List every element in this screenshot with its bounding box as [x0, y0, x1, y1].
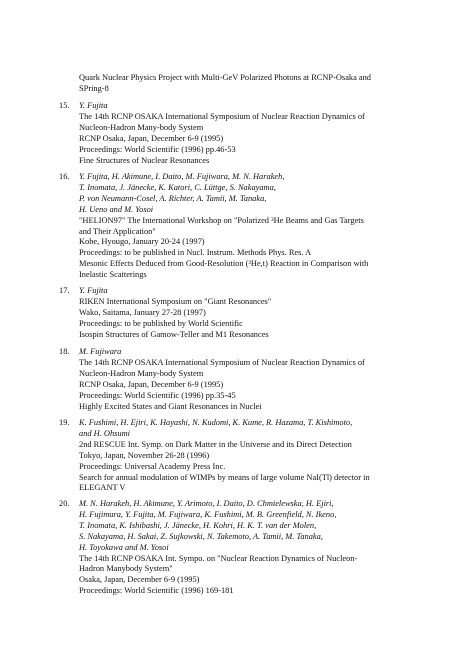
entry-body [79, 347, 404, 412]
detail-line: Nucleon-Hadron Many-body System [79, 122, 204, 132]
detail-line: Osaka, Japan, December 6-9 (1995) [79, 575, 200, 585]
detail-line: Proceedings: World Scientific (1996) pp.35-45 [79, 390, 236, 400]
author-line: H. Ueno and M. Yosoi [79, 204, 154, 214]
author-line: K. Fushimi, H. Ejiri, K. Hayashi, N. Kudomi, K. Kume, R. Hazama, T. Kishimoto, [79, 418, 353, 427]
author-line: and H. Ohsumi [79, 428, 130, 438]
text-line: Quark Nuclear Physics Project with Multi-GeV Polarized Photons at RCNP-Osaka and [79, 73, 371, 82]
detail-line: Proceedings: to be published in Nucl. Instrum. Methods Phys. Res. A [79, 248, 312, 258]
detail-line: Tokyo, Japan, November 26-28 (1996) [79, 450, 210, 460]
text-line: SPring-8 [79, 83, 109, 93]
detail-line: Proceedings: Universal Academy Press Inc. [79, 461, 226, 471]
author-line: M. N. Harakeh, H. Akimune, Y. Arimoto, I. Daito, D. Chmielewska, H. Ejiri, [79, 499, 334, 508]
author-line: M. Fujiwara [79, 347, 122, 356]
detail-line: The 14th RCNP OSAKA Int. Sympo. on "Nuclear Reaction Dynamics of Nucleon- [79, 553, 358, 563]
entry-body [79, 101, 404, 166]
entry-number: 16. [59, 172, 70, 181]
detail-line: RCNP Osaka, Japan, December 6-9 (1995) [79, 379, 224, 389]
author-line: P. von Neumann-Cosel, A. Richter, A. Tamii, M. Tanaka, [79, 193, 267, 203]
detail-line: Highly Excited States and Giant Resonances in Nuclei [79, 401, 262, 411]
entry-body [79, 286, 404, 341]
detail-line: Nucleon-Hadron Many-body System [79, 368, 204, 378]
entry-number: 17. [59, 286, 70, 295]
entry-body [79, 172, 404, 281]
entry-body [79, 418, 404, 494]
entry-number: 20. [59, 499, 70, 508]
detail-line: The 14th RCNP OSAKA International Symposium of Nuclear Reaction Dynamics of [79, 111, 365, 121]
detail-line: Proceedings: World Scientific (1996) pp.46-53 [79, 144, 236, 154]
author-line: H. Fujimura, Y. Fujita, M. Fujiwara, K. Fushimi, M. B. Greenfield, N. Ikeno, [79, 509, 337, 519]
detail-line: "HELION97" The International Workshop on "Polarized ³He Beams and Gas Targets [79, 215, 364, 225]
detail-line: Wako, Saitama, January 27-28 (1997) [79, 307, 206, 317]
entry-number: 15. [59, 101, 70, 110]
detail-line: Mesonic Effects Deduced from Good-Resolution (³He,t) Reaction in Comparison with [79, 259, 369, 269]
author-line: S. Nakayama, H. Sakai, Z. Sujkowski, N. Takemoto, A. Tamii, M. Tanaka, [79, 531, 323, 541]
detail-line: ELEGANT V [79, 483, 126, 493]
entry-number: 18. [59, 347, 70, 356]
detail-line: Hadron Manybody System" [79, 564, 173, 574]
detail-line: and Their Application" [79, 226, 156, 236]
detail-line: RCNP Osaka, Japan, December 6-9 (1995) [79, 133, 224, 143]
author-line: T. Inomata, J. Jänecke, K. Katori, C. Lüttge, S. Nakayama, [79, 182, 276, 192]
entry-body [79, 499, 404, 597]
detail-line: Inelastic Scatterings [79, 270, 147, 280]
author-line: T. Inomata, K. Ishibashi, J. Jänecke, H. Kohri, H. K. T. van der Molen, [79, 520, 317, 530]
detail-line: 2nd RESCUE Int. Symp. on Dark Matter in the Universe and its Direct Detection [79, 439, 352, 449]
entry-number: 19. [59, 418, 70, 427]
detail-line: RIKEN International Symposium on "Giant Resonances" [79, 296, 272, 306]
detail-line: Proceedings: World Scientific (1996) 169-181 [79, 586, 234, 596]
detail-line: Proceedings: to be published by World Scientific [79, 318, 243, 328]
author-line: Y. Fujita [79, 101, 108, 110]
detail-line: The 14th RCNP OSAKA International Symposium of Nuclear Reaction Dynamics of [79, 357, 365, 367]
author-line: Y. Fujita [79, 286, 108, 295]
continued-entry-title [79, 73, 401, 95]
author-line: H. Toyokawa and M. Yosoi [79, 542, 169, 552]
detail-line: Fine Structures of Nuclear Resonances [79, 155, 210, 165]
detail-line: Kobe, Hyougo, January 20-24 (1997) [79, 237, 205, 247]
author-line: Y. Fujita, H. Akimune, I. Daito, M. Fujiwara, M. N. Harakeh, [79, 172, 285, 181]
detail-line: Search for annual modulation of WIMPs by means of large volume NaI(Tl) detector in [79, 472, 370, 482]
detail-line: Isospin Structures of Gamow-Teller and M1 Resonances [79, 329, 269, 339]
